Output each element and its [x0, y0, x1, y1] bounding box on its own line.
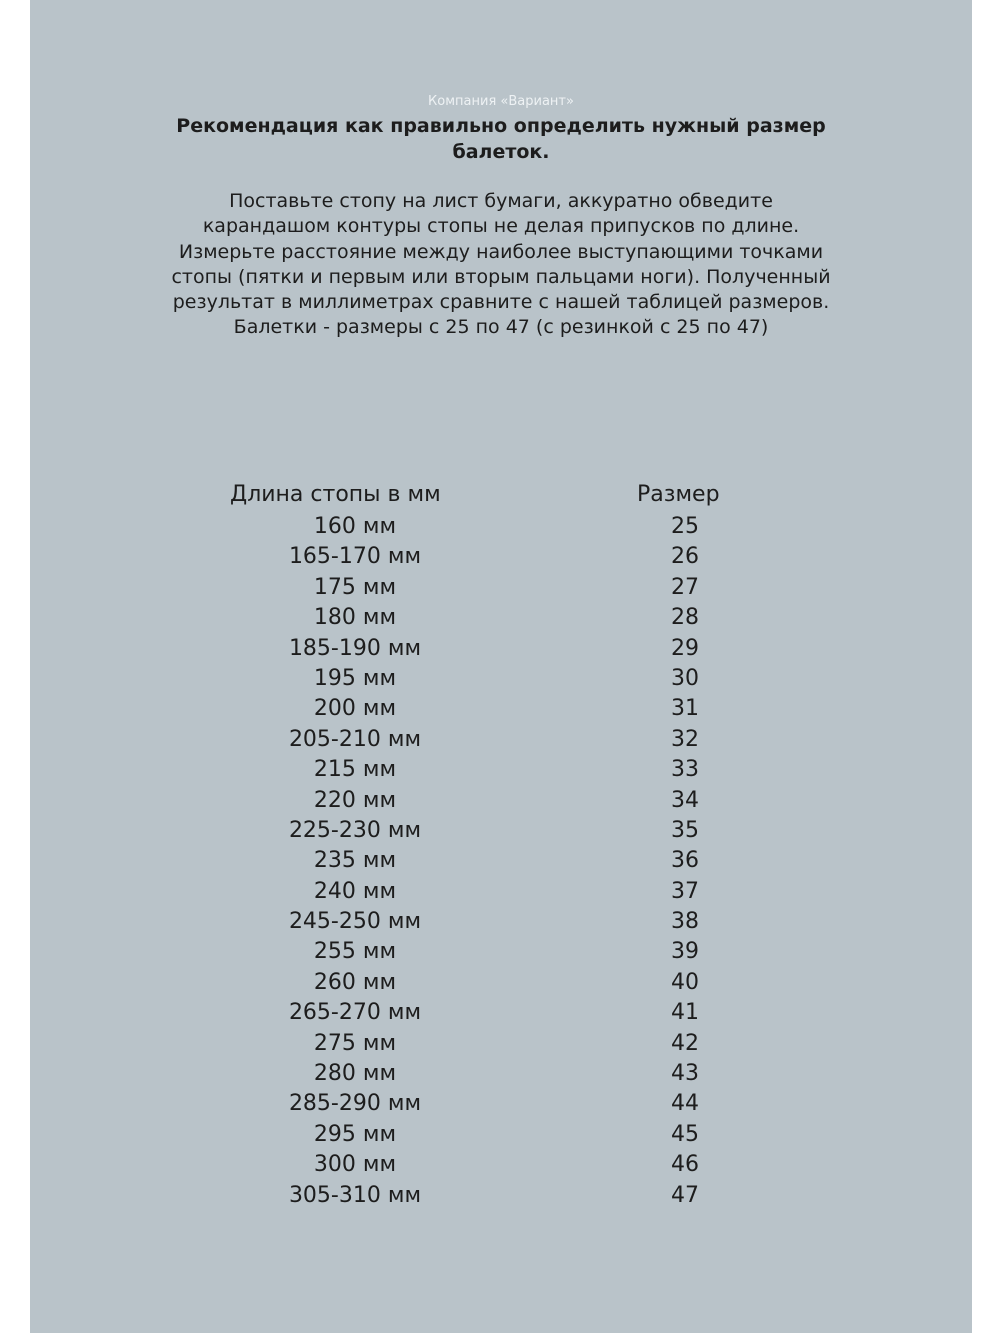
foot-length-cell: 240 мм: [313, 878, 397, 904]
foot-length-cell: 260 мм: [313, 969, 397, 995]
table-row: [30, 694, 972, 724]
size-cell: 44: [671, 1091, 699, 1117]
foot-length-cell: 180 мм: [313, 605, 397, 631]
company-name: Компания «Вариант»: [428, 94, 574, 109]
size-cell: 29: [671, 635, 699, 661]
size-cell: 27: [671, 574, 699, 600]
size-cell: 42: [671, 1030, 699, 1056]
foot-length-cell: 255 мм: [313, 939, 397, 965]
table-row: [30, 1089, 972, 1119]
table-row: [30, 1120, 972, 1150]
table-row: [30, 725, 972, 755]
table-row: [30, 542, 972, 572]
foot-length-cell: 220 мм: [313, 787, 397, 813]
table-row: [30, 877, 972, 907]
size-cell: 46: [671, 1152, 699, 1178]
size-cell: 39: [671, 939, 699, 965]
table-row: [30, 634, 972, 664]
foot-length-cell: 285-290 мм: [288, 1091, 422, 1117]
foot-length-cell: 300 мм: [313, 1152, 397, 1178]
table-row: [30, 816, 972, 846]
table-row: [30, 907, 972, 937]
foot-length-cell: 165-170 мм: [288, 544, 422, 570]
size-guide-page: [30, 0, 972, 1333]
foot-length-cell: 185-190 мм: [288, 635, 422, 661]
instruction-line: Поставьте стопу на лист бумаги, аккуратно обведите: [229, 190, 773, 212]
foot-length-cell: 160 мм: [313, 514, 397, 539]
table-row: [30, 968, 972, 998]
title-line: Рекомендация как правильно определить нужный размер: [176, 115, 826, 137]
size-cell: 35: [671, 817, 699, 843]
table-row: [30, 755, 972, 785]
size-cell: 41: [671, 1000, 699, 1026]
size-cell: 40: [671, 969, 699, 995]
instruction-line: карандашом контуры стопы не делая припусков по длине.: [202, 215, 800, 238]
size-cell: 36: [671, 848, 699, 874]
foot-length-cell: 305-310 мм: [288, 1182, 422, 1208]
instructions-text: [30, 189, 972, 341]
table-row: [30, 937, 972, 967]
column-header-foot-length: Длина стопы в мм: [230, 482, 441, 507]
column-header-size: Размер: [637, 482, 720, 507]
size-cell: 30: [671, 665, 699, 691]
size-cell: 37: [671, 878, 699, 904]
foot-length-cell: 280 мм: [313, 1061, 397, 1087]
table-row: [30, 1181, 972, 1211]
table-row: [30, 603, 972, 633]
size-cell: 26: [671, 544, 699, 570]
size-cell: 28: [671, 605, 699, 631]
instruction-line: Измерьте расстояние между наиболее выступающими точками: [178, 240, 824, 263]
table-row: [30, 664, 972, 694]
table-row: [30, 786, 972, 816]
instruction-line: стопы (пятки и первым или вторым пальцами ноги). Полученный: [171, 265, 831, 288]
page-title: [30, 113, 972, 165]
table-row: [30, 998, 972, 1028]
foot-length-cell: 235 мм: [313, 848, 397, 874]
foot-length-cell: 295 мм: [313, 1121, 397, 1147]
foot-length-cell: 245-250 мм: [288, 909, 422, 935]
foot-length-cell: 195 мм: [313, 665, 397, 691]
foot-length-cell: 215 мм: [313, 757, 397, 783]
table-row: [30, 846, 972, 876]
size-table: [30, 512, 972, 1211]
foot-length-cell: 205-210 мм: [288, 726, 422, 752]
size-cell: 38: [671, 909, 699, 935]
foot-length-cell: 200 мм: [313, 696, 397, 722]
size-cell: 43: [671, 1061, 699, 1087]
table-row: [30, 1150, 972, 1180]
size-cell: 45: [671, 1121, 699, 1147]
foot-length-cell: 265-270 мм: [288, 1000, 422, 1026]
size-cell: 33: [671, 757, 699, 783]
title-line: балеток.: [452, 141, 550, 163]
foot-length-cell: 175 мм: [313, 574, 397, 600]
table-row: [30, 512, 972, 542]
size-cell: 47: [671, 1182, 699, 1208]
table-row: [30, 573, 972, 603]
size-cell: 25: [671, 514, 699, 539]
table-row: [30, 1059, 972, 1089]
size-cell: 34: [671, 787, 699, 813]
foot-length-cell: 225-230 мм: [288, 817, 422, 843]
foot-length-cell: 275 мм: [313, 1030, 397, 1056]
instruction-line: результат в миллиметрах сравните с нашей таблицей размеров.: [172, 291, 830, 314]
size-cell: 32: [671, 726, 699, 752]
instruction-line: Балетки - размеры с 25 по 47 (с резинкой с 25 по 47): [233, 316, 769, 339]
size-cell: 31: [671, 696, 699, 722]
table-row: [30, 1029, 972, 1059]
